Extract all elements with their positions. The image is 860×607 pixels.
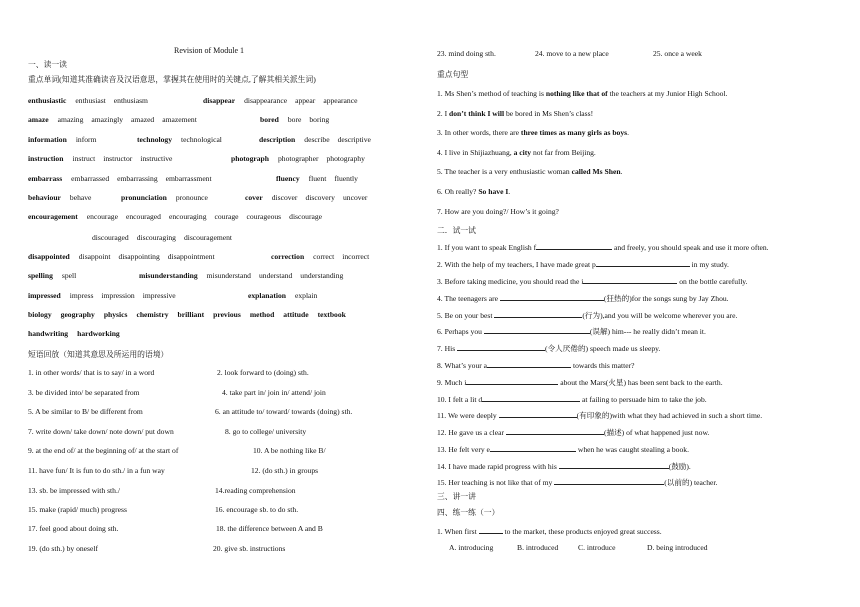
question-text: 1. If you want to speak English f <box>437 243 537 252</box>
phrase-right: 16. encourage sb. to do sth. <box>215 505 299 514</box>
vocab-word: bored <box>260 115 279 124</box>
vocab-word: instruction <box>28 154 64 163</box>
vocab-word: spelling <box>28 271 53 280</box>
question-text-end: on the bottle carefully. <box>677 277 748 286</box>
vocab-word: correction <box>271 252 305 261</box>
key-sentence <box>437 128 629 138</box>
mcq-option-a[interactable]: A. introducing <box>449 543 494 552</box>
mcq-stem-end: to the market, these products enjoyed great success. <box>502 527 662 536</box>
vocab-word: instructor <box>103 154 133 163</box>
vocab-word: discovery <box>305 193 335 202</box>
question-text: 5. Be on your best <box>437 311 495 320</box>
phrase-left: 11. have fun/ It is fun to do sth./ in a fun way <box>28 466 165 475</box>
vocab-word: pronunciation <box>121 193 167 202</box>
vocab-word: discourage <box>289 212 323 221</box>
vocab-word: misunderstanding <box>139 271 198 280</box>
phrase-left: 19. (do sth.) by oneself <box>28 544 99 553</box>
sentence-text-end: . <box>508 187 511 196</box>
phrase-left: 17. feel good about doing sth. <box>28 524 119 533</box>
vocab-word: behaviour <box>28 193 61 202</box>
vocab-word: descriptive <box>337 135 371 144</box>
answer-blank[interactable] <box>494 310 582 318</box>
question-text: 15. Her teaching is not like that of my <box>437 478 555 487</box>
vocab-word: impress <box>69 291 94 300</box>
vocab-word: information <box>28 135 67 144</box>
phrase-right: 18. the difference between A and B <box>216 524 323 533</box>
question-text-end: and freely, you should speak and use it more often. <box>612 243 769 252</box>
vocab-row <box>28 212 330 222</box>
sentence-text: 4. I live in Shijiazhuang, <box>437 148 514 157</box>
vocab-word: photograph <box>231 154 269 163</box>
vocab-word: fluently <box>334 174 358 183</box>
answer-blank[interactable] <box>559 461 669 469</box>
vocab-row <box>28 271 351 281</box>
section-talk-heading: 三、讲一讲 <box>437 492 476 501</box>
vocab-word: disappoint <box>78 252 111 261</box>
vocab-word: amazed <box>131 115 155 124</box>
vocab-word: geography <box>60 310 95 319</box>
fill-question <box>437 242 769 253</box>
vocab-word: embarrassed <box>71 174 110 183</box>
answer-blank[interactable] <box>583 276 677 284</box>
vocab-word: misunderstand <box>206 271 251 280</box>
phrase-left: 3. be divided into/ be separated from <box>28 388 140 397</box>
question-text-end: (行为),and you will be welcome wherever you are. <box>582 311 738 320</box>
question-text: 7. His <box>437 344 458 353</box>
question-text: 13. He felt very e <box>437 445 490 454</box>
sentence-text: 3. In other words, there are <box>437 128 521 137</box>
phrase-left: 13. sb. be impressed with sth./ <box>28 486 120 495</box>
fill-question <box>437 276 748 287</box>
vocab-word: describe <box>304 135 330 144</box>
vocab-word: instructive <box>140 154 173 163</box>
answer-blank[interactable] <box>490 444 576 452</box>
answer-blank[interactable] <box>487 360 571 368</box>
vocab-row <box>28 310 355 320</box>
phrase-right: 6. an attitude to/ toward/ towards (doing) sth. <box>215 407 353 416</box>
vocab-word: appearance <box>323 96 358 105</box>
question-text: 14. I have made rapid progress with his <box>437 462 559 471</box>
vocab-word: previous <box>213 310 241 319</box>
vocab-row <box>28 115 337 125</box>
question-text-end: in my study. <box>689 260 729 269</box>
vocab-word: encourage <box>86 212 118 221</box>
question-text-end: (鼓励). <box>668 462 691 471</box>
sentence-key-phrase: So have I <box>478 187 509 196</box>
vocab-word: technology <box>137 135 173 144</box>
question-text-end: about the Mars(火星) has been sent back to the earth. <box>558 378 723 387</box>
vocab-instruction: 重点单词(知道其准确读音及汉语意思，掌握其在使用时的关键点,了解其相关派生词) <box>28 75 316 84</box>
phrase-left: 15. make (rapid/ much) progress <box>28 505 127 514</box>
question-text: 3. Before taking medicine, you should read the i <box>437 277 584 286</box>
mcq-answer-blank[interactable] <box>479 526 503 534</box>
key-sentence <box>437 148 596 158</box>
vocab-word: disappearance <box>244 96 288 105</box>
phrase-23: 23. mind doing sth. <box>437 49 496 58</box>
vocab-word: amazingly <box>91 115 124 124</box>
phrase-right: 4. take part in/ join in/ attend/ join <box>222 388 326 397</box>
sentence-text: 1. Ms Shen’s method of teaching is <box>437 89 546 98</box>
phrase-left: 5. A be similar to B/ be different from <box>28 407 143 416</box>
question-text: 11. We were deeply <box>437 411 499 420</box>
vocab-word: impressive <box>142 291 176 300</box>
phrase-left: 9. at the end of/ at the beginning of/ at the start of <box>28 446 179 455</box>
vocab-word: courageous <box>246 212 282 221</box>
fill-question <box>437 343 660 354</box>
sentence-text: 2. I <box>437 109 450 118</box>
question-text-end: (误解) him--- he really didn’t mean it. <box>589 327 706 336</box>
question-text-end: (以前的) teacher. <box>664 478 718 487</box>
question-text: 12. He gave us a clear <box>437 428 506 437</box>
vocab-word: enthusiastic <box>28 96 67 105</box>
fill-question <box>437 293 729 304</box>
mcq-question-1 <box>437 526 662 537</box>
question-text: 6. Perhaps you <box>437 327 484 336</box>
fill-question <box>437 310 737 321</box>
answer-blank[interactable] <box>466 377 558 385</box>
vocab-word: explain <box>294 291 318 300</box>
section-phrases-heading: 短语回放（知道其意思及所运用的语境） <box>28 350 169 359</box>
question-text-end: when he was caught stealing a book. <box>575 445 689 454</box>
vocab-word: disappear <box>203 96 236 105</box>
phrase-right: 2. look forward to (doing) sth. <box>217 368 309 377</box>
fill-question <box>437 377 723 388</box>
phrase-right: 8. go to college/ university <box>225 427 307 436</box>
sentence-text-end: not far from Beijing. <box>531 148 596 157</box>
fill-question <box>437 427 709 438</box>
vocab-row <box>28 135 379 145</box>
vocab-word: appear <box>295 96 316 105</box>
sentence-text: 7. How are you doing?/ How’s it going? <box>437 207 559 216</box>
answer-blank[interactable] <box>596 259 690 267</box>
question-text-end: at failing to persuade him to take the job. <box>580 395 707 404</box>
vocab-row <box>28 329 129 339</box>
vocab-row <box>92 233 240 243</box>
phrase-right: 12. (do sth.) in groups <box>251 466 319 475</box>
vocab-word: method <box>249 310 275 319</box>
sentence-key-phrase: called Ms Shen <box>571 167 621 176</box>
question-text-end: (有印象的)with what they had achieved in such a short time. <box>576 411 763 420</box>
vocab-row <box>28 174 366 184</box>
key-sentence <box>437 167 622 177</box>
mcq-option-d[interactable]: D. being introduced <box>647 543 708 552</box>
vocab-word: disappointment <box>167 252 215 261</box>
question-text: 8. What’s your a <box>437 361 488 370</box>
vocab-row <box>28 291 325 301</box>
phrase-25: 25. once a week <box>653 49 702 58</box>
vocab-word: chemistry <box>136 310 169 319</box>
question-text: 10. I felt a lit d <box>437 395 483 404</box>
vocab-word: impressed <box>28 291 61 300</box>
question-text-end: (描述) of what happened just now. <box>603 428 710 437</box>
vocab-word: amazing <box>57 115 84 124</box>
vocab-row <box>28 96 365 106</box>
sentence-text-end: the teachers at my Junior High School. <box>607 89 728 98</box>
phrase-right: 20. give sb. instructions <box>213 544 286 553</box>
sentence-key-phrase: don’t think I will <box>449 109 505 118</box>
vocab-word: hardworking <box>77 329 120 338</box>
key-sentence <box>437 89 727 99</box>
vocab-word: photographer <box>277 154 319 163</box>
vocab-word: technological <box>181 135 222 144</box>
vocab-word: amazement <box>162 115 197 124</box>
mcq-stem-start: 1. When first <box>437 527 479 536</box>
phrase-right: 10. A be nothing like B/ <box>253 446 326 455</box>
vocab-word: correct <box>313 252 335 261</box>
sentence-text: 6. Oh really? <box>437 187 479 196</box>
question-text-end: (狂热的)for the songs sung by Jay Zhou. <box>603 294 729 303</box>
vocab-word: discover <box>271 193 298 202</box>
vocab-word: understanding <box>300 271 344 280</box>
fill-question <box>437 259 729 270</box>
vocab-word: textbook <box>317 310 346 319</box>
mcq-option-b[interactable]: B. introduced <box>517 543 559 552</box>
vocab-word: encouraging <box>168 212 207 221</box>
section-read-heading: 一、读一读 <box>28 60 67 69</box>
fill-question <box>437 394 707 405</box>
vocab-row <box>28 193 375 203</box>
vocab-word: attitude <box>283 310 309 319</box>
sentence-text-end: . <box>627 128 629 137</box>
phrase-right: 14.reading comprehension <box>215 486 296 495</box>
vocab-word: physics <box>103 310 128 319</box>
vocab-word: embarrassing <box>117 174 158 183</box>
vocab-word: spell <box>61 271 77 280</box>
vocab-word: disappointing <box>118 252 160 261</box>
mcq-option-c[interactable]: C. introduce <box>578 543 616 552</box>
question-text: 9. Much i <box>437 378 467 387</box>
vocab-word: incorrect <box>342 252 370 261</box>
section-sentences-heading: 重点句型 <box>437 70 469 79</box>
vocab-word: amaze <box>28 115 49 124</box>
vocab-word: boring <box>309 115 330 124</box>
vocab-word: fluency <box>276 174 300 183</box>
sentence-text-end: . <box>620 167 623 176</box>
vocab-word: embarrassment <box>165 174 212 183</box>
vocab-word: discouragement <box>183 233 233 242</box>
vocab-word: handwriting <box>28 329 69 338</box>
vocab-word: bore <box>287 115 302 124</box>
fill-question <box>437 326 706 337</box>
vocab-word: discouraged <box>92 233 129 242</box>
vocab-word: disappointed <box>28 252 70 261</box>
sentence-key-phrase: three times as many girls as boys <box>520 128 628 137</box>
answer-blank[interactable] <box>484 326 590 334</box>
fill-question <box>437 444 689 455</box>
vocab-word: enthusiasm <box>113 96 148 105</box>
vocab-word: encouraged <box>125 212 161 221</box>
vocab-word: uncover <box>342 193 368 202</box>
vocab-word: cover <box>245 193 263 202</box>
vocab-word: photography <box>326 154 365 163</box>
sentence-key-phrase: a city <box>513 148 532 157</box>
vocab-word: instruct <box>72 154 96 163</box>
section-practice-heading: 四、练一练（一） <box>437 508 500 517</box>
fill-question <box>437 410 762 421</box>
vocab-word: enthusiast <box>75 96 106 105</box>
vocab-word: behave <box>69 193 92 202</box>
question-text-end: towards this matter? <box>571 361 635 370</box>
vocab-word: inform <box>75 135 97 144</box>
vocab-word: description <box>259 135 296 144</box>
phrase-left: 7. write down/ take down/ note down/ put down <box>28 427 174 436</box>
answer-blank[interactable] <box>506 427 604 435</box>
section-try-heading: 二．试一试 <box>437 226 476 235</box>
vocab-word: embarrass <box>28 174 63 183</box>
answer-blank[interactable] <box>536 242 612 250</box>
answer-blank[interactable] <box>500 293 604 301</box>
sentence-text: 5. The teacher is a very enthusiastic woman <box>437 167 572 176</box>
phrase-left: 1. in other words/ that is to say/ in a word <box>28 368 155 377</box>
fill-question <box>437 360 635 371</box>
vocab-word: biology <box>28 310 52 319</box>
vocab-word: discouraging <box>136 233 176 242</box>
vocab-word: impression <box>101 291 135 300</box>
vocab-word: encouragement <box>28 212 78 221</box>
answer-blank[interactable] <box>482 394 580 402</box>
sentence-text-end: be bored in Ms Shen’s class! <box>504 109 594 118</box>
sentence-key-phrase: nothing like that of <box>545 89 608 98</box>
vocab-word: explanation <box>248 291 286 300</box>
fill-question <box>437 461 691 472</box>
vocab-word: fluent <box>308 174 327 183</box>
fill-question <box>437 477 717 488</box>
key-sentence <box>437 109 593 119</box>
answer-blank[interactable] <box>499 410 577 418</box>
vocab-word: courage <box>214 212 239 221</box>
vocab-row <box>28 252 377 262</box>
question-text-end: (令人厌倦的) speech made us sleepy. <box>545 344 661 353</box>
vocab-word: pronounce <box>175 193 208 202</box>
answer-blank[interactable] <box>554 477 664 485</box>
answer-blank[interactable] <box>457 343 545 351</box>
key-sentence <box>437 187 510 197</box>
question-text: 2. With the help of my teachers, I have made great p <box>437 260 596 269</box>
worksheet-title: Revision of Module 1 <box>174 46 244 55</box>
vocab-row <box>28 154 373 164</box>
phrase-24: 24. move to a new place <box>535 49 609 58</box>
question-text: 4. The teenagers are <box>437 294 500 303</box>
vocab-word: brilliant <box>177 310 205 319</box>
vocab-word: understand <box>258 271 293 280</box>
key-sentence <box>437 207 559 217</box>
